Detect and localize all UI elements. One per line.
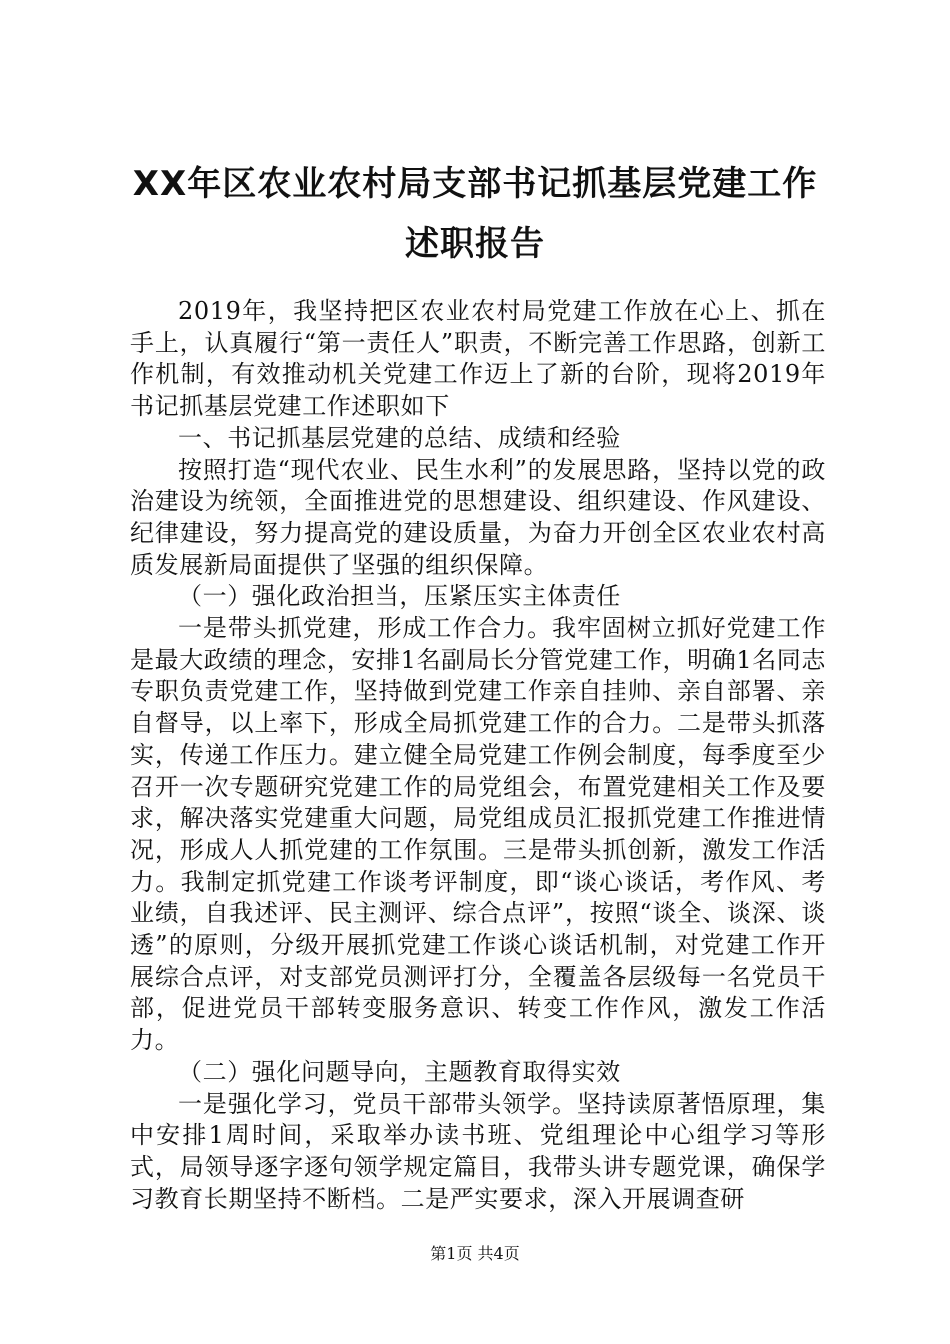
body-paragraph: 一是带头抓党建，形成工作合力。我牢固树立抓好党建工作是最大政绩的理念，安排1名副局长分管党建工作，明确1名同志专职负责党建工作，坚持做到党建工作亲自挂帅、亲自部署、亲自督导，以上率下，形成全局抓党建工作的合力。二是带头抓落实，传递工作压力。建立健全局党建工作例会制度，每季度至少召开一次专题研究党建工作的局党组会，布置党建相关工作及要求，解决落实党建重大问题，局党组成员汇报抓党建工作推进情况，形成人人抓党建的工作氛围。三是带头抓创新，激发工作活力。我制定抓党建工作谈考评制度，即“谈心谈话，考作风、考业绩，自我述评、民主测评、综合点评”，按照“谈全、谈深、谈透”的原则，分级开展抓党建工作谈心谈话机制，对党建工作开展综合点评，对支部党员测评打分，全覆盖各层级每一名党员干部，促进党员干部转变服务意识、转变工作作风，激发工作活力。 [130, 614, 826, 1055]
subsection-heading-1: （一）强化政治担当，压紧压实主体责任 [178, 582, 621, 611]
document-body [130, 296, 826, 1215]
document-title-line-1: XX年区农业农村局支部书记抓基层党建工作 [132, 164, 818, 204]
body-paragraph: 按照打造“现代农业、民生水利”的发展思路，坚持以党的政治建设为统领，全面推进党的思想建设、组织建设、作风建设、纪律建设，努力提高党的建设质量，为奋力开创全区农业农村高质发展新局面提供了坚强的组织保障。 [130, 455, 826, 579]
document-title-line-2: 述职报告 [405, 224, 545, 264]
section-heading-1: 一、书记抓基层党建的总结、成绩和经验 [178, 423, 621, 452]
intro-paragraph: 2019年，我坚持把区农业农村局党建工作放在心上、抓在手上，认真履行“第一责任人”职责，不断完善工作思路，创新工作机制，有效推动机关党建工作迈上了新的台阶，现将2019年书记抓基层党建工作述职如下 [130, 297, 826, 421]
page-number-footer: 第1页 共4页 [430, 1244, 520, 1263]
body-paragraph: 一是强化学习，党员干部带头领学。坚持读原著悟原理，集中安排1周时间，采取举办读书班、党组理论中心组学习等形式，局领导逐字逐句领学规定篇目，我带头讲专题党课，确保学习教育长期坚持不断档。二是严实要求，深入开展调查研 [130, 1089, 826, 1213]
subsection-heading-2: （二）强化问题导向，主题教育取得实效 [178, 1057, 621, 1086]
